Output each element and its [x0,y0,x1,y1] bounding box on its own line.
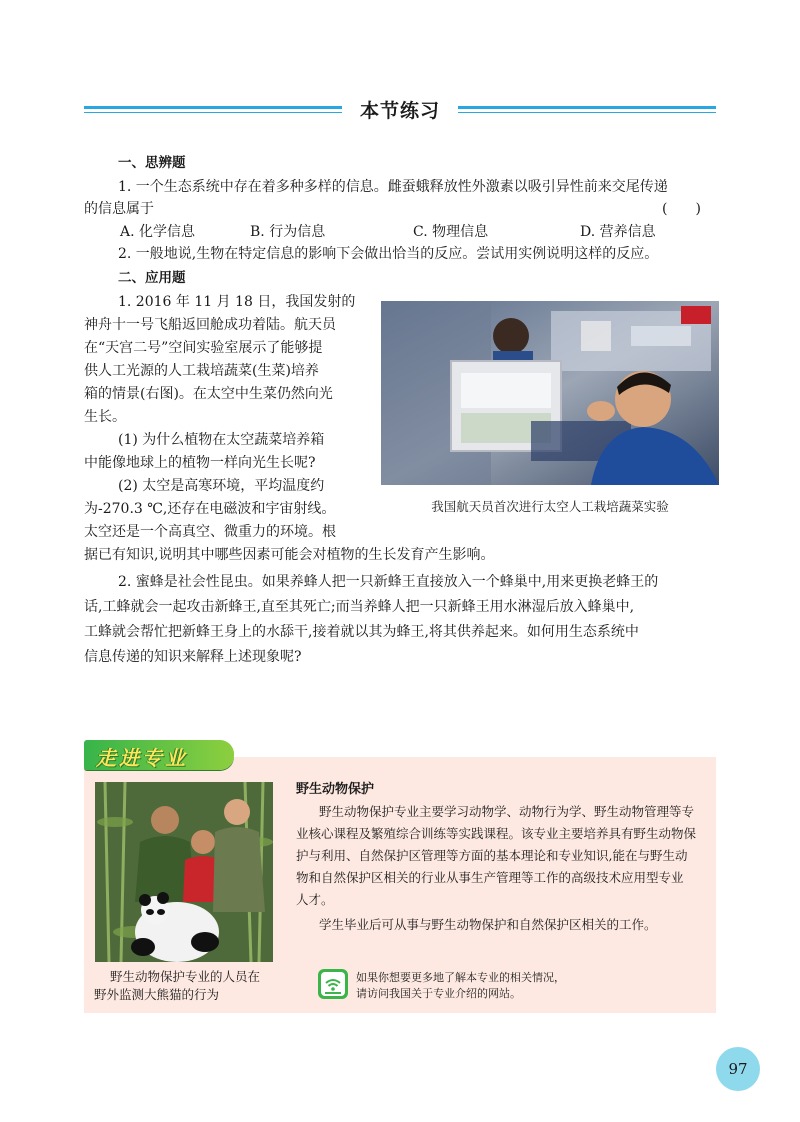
panda-caption-line: 野外监测大熊猫的行为 [94,987,220,1002]
wifi-icon [318,969,348,999]
app-q1-line: 在“天宫二号”空间实验室展示了能够提 [84,340,323,356]
panda-photo-illustration [95,782,273,962]
web-note-line: 如果你想要更多地了解本专业的相关情况， [356,971,565,984]
app-q1-line: 箱的情景(右图)。在太空中生菜仍然向光 [84,386,333,402]
page-number: 97 [716,1047,760,1091]
app-q1-line: 神舟十一号飞船返回舱成功着陆。航天员 [84,317,336,333]
option-d: D. 营养信息 [580,224,656,240]
q1-line1: 1. 一个生态系统中存在着多种多样的信息。雌蚕蛾释放性外激素以吸引异性前来交尾传递 [118,179,668,195]
app-q1-line: 为-270.3 ℃,还存在电磁波和宇宙射线。 [84,501,336,517]
q1-options [120,221,680,241]
career-tab [84,740,234,770]
app-q1-line: 1. 2016 年 11 月 18 日，我国发射的 [118,294,356,310]
app-q1-line: 供人工光源的人工栽培蔬菜(生菜)培养 [84,363,319,379]
app-q1-line: 太空还是一个高真空、微重力的环境。根 [84,524,336,540]
career-title: 野生动物保护 [296,782,375,797]
q1-line2: 的信息属于 [84,201,154,217]
web-note-line: 请访问我国关于专业介绍的网站。 [356,987,521,1000]
app-q1-line: 生长。 [84,409,126,425]
panda-photo-caption [90,968,280,1004]
option-b: B. 行为信息 [250,224,326,240]
astronaut-photo-caption: 我国航天员首次进行太空人工栽培蔬菜实验 [431,499,669,514]
career-paragraph-line: 业核心课程及繁殖综合训练等实践课程。该专业主要培养具有野生动物保 [296,826,697,841]
panda-caption-line: 野生动物保护专业的人员在 [109,969,260,984]
app-q2-line: 话,工蜂就会一起攻击新蜂王,直至其死亡;而当养蜂人把一只新蜂王用水淋湿后放入蜂巢中, [84,599,635,615]
section1-heading: 一、思辨题 [118,155,186,171]
career-paragraph-line: 野生动物保护专业主要学习动物学、动物行为学、野生动物管理等专 [319,804,695,819]
wifi-icon-glyph [318,969,348,999]
option-c: C. 物理信息 [413,224,489,240]
q2-line: 2. 一般地说,生物在特定信息的影响下会做出恰当的反应。尝试用实例说明这样的反应。 [118,246,659,262]
career-paragraph-line: 人才。 [296,892,334,907]
astronaut-photo [381,301,719,485]
career-paragraph-line: 物和自然保护区相关的行业从事生产管理等工作的高级技术应用型专业 [296,870,684,885]
app-q2-line: 信息传递的知识来解释上述现象呢? [84,649,302,665]
section-title: 本节练习 [359,100,440,122]
astronaut-photo-illustration [381,301,719,485]
career-tab-label: 走进专业 [96,746,188,770]
panda-photo [95,782,273,962]
q1-answer-blank: ( ) [662,201,701,217]
app-q2-line: 工蜂就会帮忙把新蜂王身上的水舔干,接着就以其为蜂王,将其供养起来。如何用生态系统中 [84,624,639,640]
app-q2-line: 2. 蜜蜂是社会性昆虫。如果养蜂人把一只新蜂王直接放入一个蜂巢中,用来更换老蜂王的 [118,574,659,590]
app-q1-line: 中能像地球上的植物一样向光生长呢? [84,455,316,471]
career-paragraph2: 学生毕业后可从事与野生动物保护和自然保护区相关的工作。 [319,917,657,932]
app-q1-line: 据已有知识,说明其中哪些因素可能会对植物的生长发育产生影响。 [84,547,495,563]
option-a: A. 化学信息 [120,224,196,240]
section2-heading: 二、应用题 [118,270,186,286]
app-q1-sub1: (1) 为什么植物在太空蔬菜培养箱 [118,432,325,448]
career-paragraph-line: 护与利用、自然保护区管理等方面的基本理论和专业知识,能在与野生动 [296,848,688,863]
app-q1-sub2: (2) 太空是高寒环境，平均温度约 [118,478,325,494]
